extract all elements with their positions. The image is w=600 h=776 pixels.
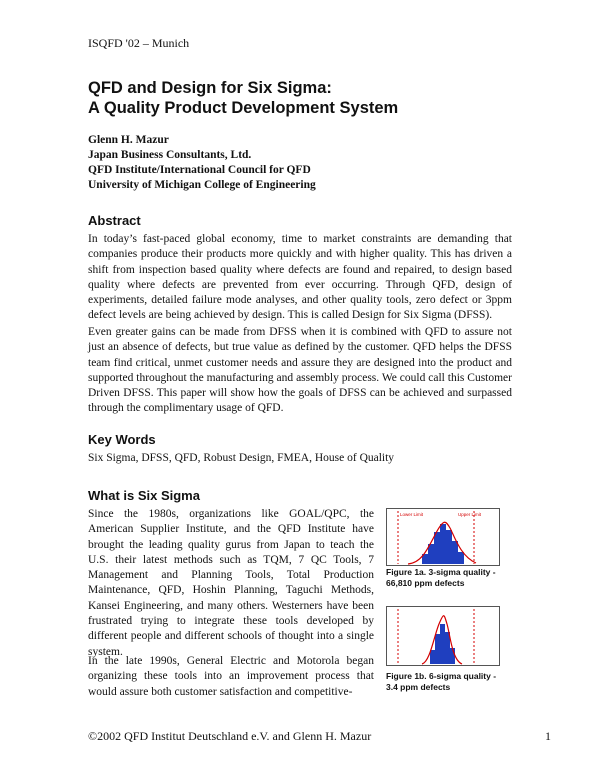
title-line-2: A Quality Product Development System — [88, 99, 399, 117]
figure-1b-chart — [386, 606, 500, 666]
paper-title — [88, 78, 398, 118]
abstract-heading: Abstract — [88, 213, 141, 228]
footer-copyright: ©2002 QFD Institut Deutschland e.V. and Glenn H. Mazur — [88, 729, 372, 743]
figure-1a-chart — [386, 508, 500, 566]
figure-1a-bar — [440, 524, 446, 564]
six-sigma-heading: What is Six Sigma — [88, 488, 200, 503]
figure-1a-caption: Figure 1a. 3-sigma quality - 66,810 ppm defects — [386, 567, 496, 588]
figure-1a-bar — [446, 530, 452, 564]
figure-1a-bar — [434, 532, 440, 564]
title-line-1: QFD and Design for Six Sigma: — [88, 79, 332, 97]
six-sigma-paragraph-2: In the late 1990s, General Electric and Motorola began organizing these tools into an improvement process that would assure both customer satisfaction and competitive- — [88, 655, 374, 698]
author-affiliation-1: Japan Business Consultants, Ltd. — [88, 149, 252, 161]
figure-1a-upper-limit-label: Upper Limit — [458, 512, 482, 517]
figure-1b-bar — [440, 624, 445, 664]
author-affiliation-2: QFD Institute/International Council for QFD — [88, 164, 311, 176]
author-name: Glenn H. Mazur — [88, 134, 169, 146]
figure-1a-lower-limit-label: Lower Limit — [400, 512, 424, 517]
keywords-text: Six Sigma, DFSS, QFD, Robust Design, FMEA, House of Quality — [88, 452, 395, 464]
author-block — [88, 133, 316, 193]
abstract-paragraph-1: In today’s fast-paced global economy, time to market constraints are demanding that companies produce their products more quickly and with higher quality. This has driven a shift from inspection based quality where defects are found and repaired, to design based quality where defects are prevented from ever occurring. Through QFD, design of experiments, detailed failure mode analyses, and other quality tools, zero defect or 3ppm defect levels are being achieved by design. This is called Design for Six Sigma (DFSS). — [88, 233, 512, 322]
abstract-paragraph-2: Even greater gains can be made from DFSS when it is combined with QFD to assure not just an absence of defects, but true value as defined by the customer. QFD helps the DFSS team find critical, unmet customer needs and assure they are designed into the product and supported throughout the manufacturing and assembly process. We could call this Customer Driven DFSS. This paper will show how the goals of DFSS can be achieved and surpassed through the complimentary usage of QFD. — [88, 326, 512, 415]
conference-header: ISQFD '02 – Munich — [88, 36, 190, 50]
six-sigma-paragraph-1: Since the 1980s, organizations like GOAL/QPC, the American Supplier Institute, and the QFD Institute have brought the leading quality gurus from Japan to teach the U.S. their latest methods such as TQM, 7 QC Tools, 7 Management and Planning Tools, Total Production Maintenance, QFD, Hoshin Planning, Taguchi Methods, Kansei Engineering, and many others. Westerners have been frustrated trying to integrate these tools developed by different people and different schools of thought into a single system. — [88, 508, 374, 658]
author-affiliation-3: University of Michigan College of Engineering — [88, 179, 316, 191]
figure-1b-caption: Figure 1b. 6-sigma quality - 3.4 ppm defects — [386, 671, 497, 692]
keywords-heading: Key Words — [88, 432, 156, 447]
figure-1a-bar — [452, 541, 458, 564]
figure-1a-bar — [458, 552, 464, 564]
figure-1b-bar — [435, 634, 440, 664]
page-number: 1 — [545, 729, 551, 743]
